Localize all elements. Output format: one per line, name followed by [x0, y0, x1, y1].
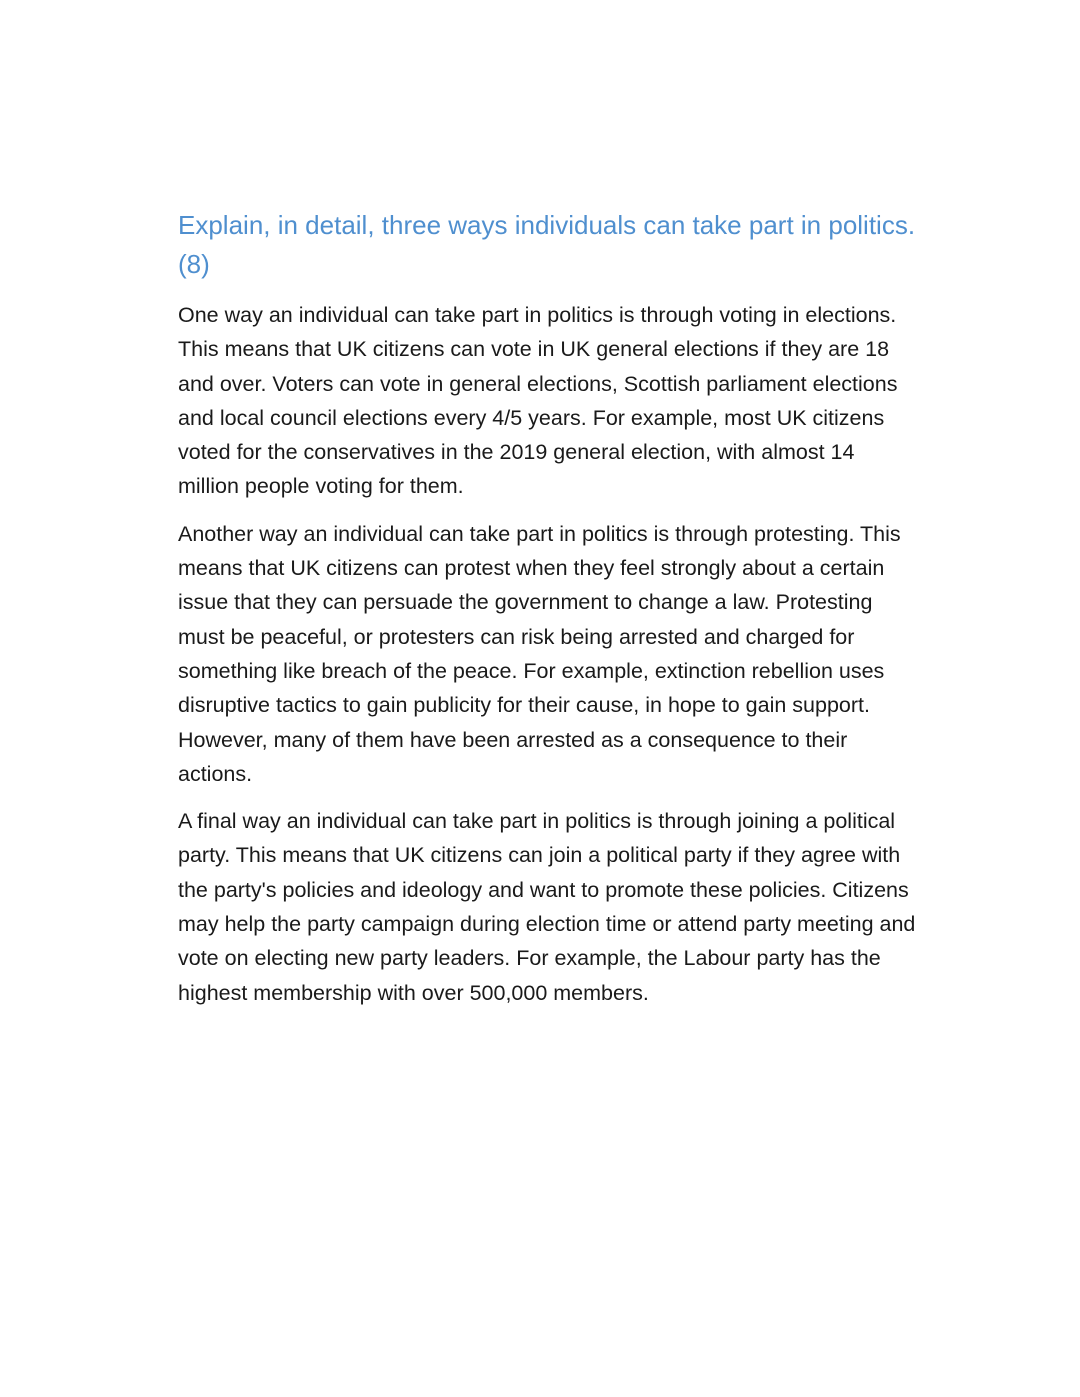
answer-paragraph-protesting: Another way an individual can take part in politics is through protesting. This means that UK citizens can protest when they feel strongly about a certain issue that they can persuade the government to change a law. Protesting must be peaceful, or protesters can risk being arrested and charged for something like breach of the peace. For example, extinction rebellion uses disruptive tactics to gain publicity for their cause, in hope to gain support. However, many of them have been arrested as a consequence to their actions. — [178, 521, 901, 786]
answer-paragraph-political-party: A final way an individual can take part in politics is through joining a political party. This means that UK citizens can join a political party if they agree with the party's policies and ideology and want to promote these policies. Citizens may help the party campaign during election time or attend party meeting and vote on electing new party leaders. For example, the Labour party has the highest membership with over 500,000 members. — [178, 809, 916, 1005]
answer-paragraph-voting: One way an individual can take part in politics is through voting in elections. This means that UK citizens can vote in UK general elections if they are 18 and over. Voters can vote in general elections, Scottish parliament elections and local council elections every 4/5 years. For example, most UK citizens voted for the conservatives in the 2019 general election, with almost 14 million people voting for them. — [178, 303, 898, 499]
question-heading: Explain, in detail, three ways individuals can take part in politics. (8) — [178, 210, 916, 279]
document-content — [178, 206, 918, 1010]
